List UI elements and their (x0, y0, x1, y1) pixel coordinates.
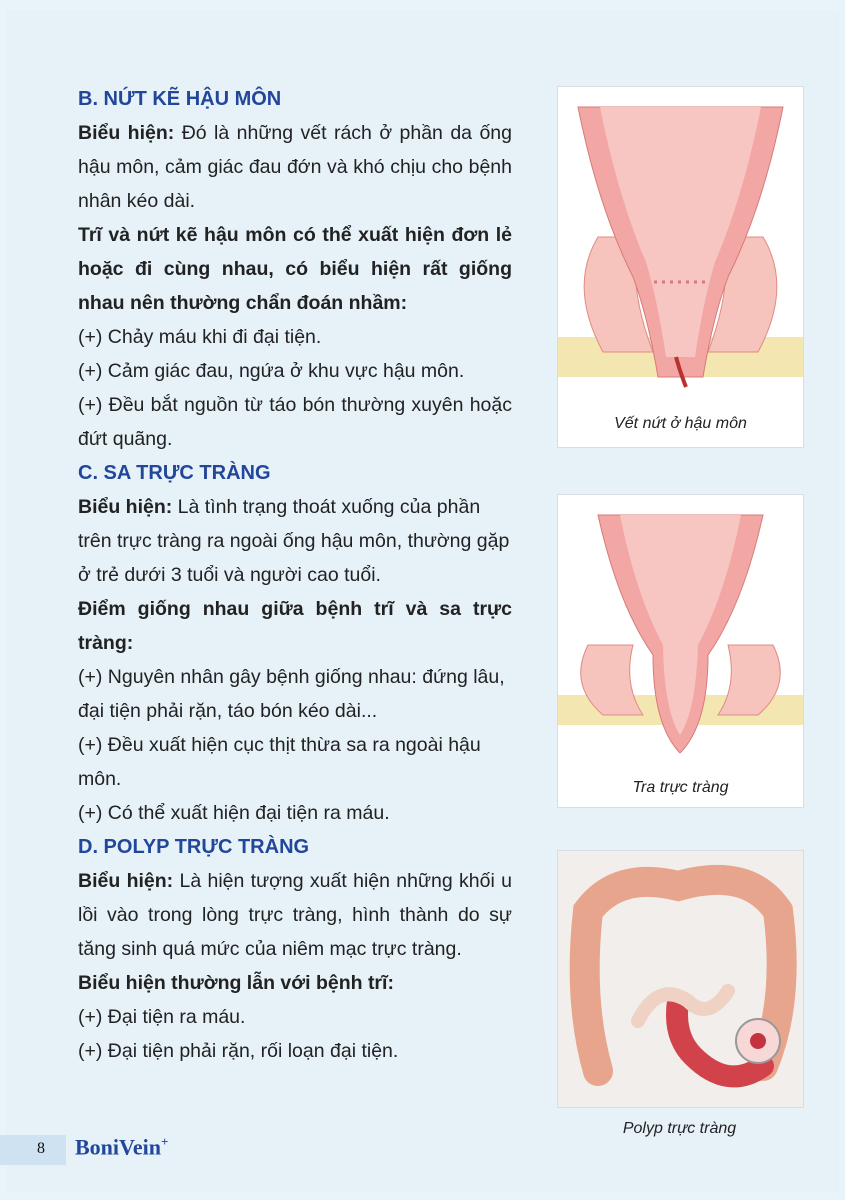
section-b-item: (+) Chảy máu khi đi đại tiện. (78, 326, 322, 348)
section-c-text: Là tình trạng thoát xuống của phần trên trực tràng ra ngoài ống hậu môn, thường gặp ở trẻ dưới 3 tuổi và người cao tuổi. (78, 496, 510, 586)
section-b-text: Đó là những vết rách ở phần da ống hậu môn, cảm giác đau đớn và khó chịu cho bệnh nhân kéo dài. (78, 122, 512, 212)
polyp-caption: Polyp trực tràng (622, 1120, 737, 1137)
prolapse-illustration (558, 495, 803, 765)
section-d-description (78, 864, 512, 966)
section-c-item: (+) Nguyên nhân gây bệnh giống nhau: đứng lâu, đại tiện phải rặn, táo bón kéo dài... (78, 666, 505, 722)
section-b-item: (+) Cảm giác đau, ngứa ở khu vực hậu môn. (78, 360, 465, 382)
section-b-label: Biểu hiện: (78, 122, 175, 144)
page-number: 8 (37, 1140, 45, 1157)
footer-bar (0, 1135, 66, 1165)
polyp-figure (557, 850, 804, 1108)
section-c-bold-paragraph: Điểm giống nhau giữa bệnh trĩ và sa trực tràng: (78, 598, 512, 654)
brand-name: BoniVein (75, 1134, 162, 1160)
section-d-label: Biểu hiện: (78, 870, 174, 892)
fissure-figure (557, 86, 804, 448)
section-d-heading: D. POLYP TRỰC TRÀNG (78, 836, 310, 858)
section-b-bold-paragraph: Trĩ và nứt kẽ hậu môn có thể xuất hiện đơn lẻ hoặc đi cùng nhau, có biểu hiện rất giống nhau nên thường chẩn đoán nhầm: (78, 224, 512, 314)
section-c-label: Biểu hiện: (78, 496, 173, 518)
section-c-item: (+) Đều xuất hiện cục thịt thừa sa ra ngoài hậu môn. (78, 734, 481, 790)
polyp-illustration (558, 851, 803, 1107)
section-c-heading: C. SA TRỰC TRÀNG (78, 462, 271, 484)
section-d-item: (+) Đại tiện ra máu. (78, 1006, 246, 1028)
section-c-item: (+) Có thể xuất hiện đại tiện ra máu. (78, 802, 390, 824)
main-text-column (78, 82, 512, 1068)
brand-plus: + (161, 1134, 169, 1149)
section-d-bold-paragraph: Biểu hiện thường lẫn với bệnh trĩ: (78, 972, 394, 994)
section-c-description (78, 490, 512, 592)
brand-logo (75, 1134, 168, 1160)
prolapse-figure (557, 494, 804, 808)
section-d-text: Là hiện tượng xuất hiện những khối u lồi vào trong lòng trực tràng, hình thành do sự tăng sinh quá mức của niêm mạc trực tràng. (78, 870, 512, 960)
section-b-description (78, 116, 512, 218)
section-b-item: (+) Đều bắt nguồn từ táo bón thường xuyên hoặc đứt quãng. (78, 394, 512, 450)
prolapse-caption: Tra trực tràng (632, 779, 729, 796)
fissure-illustration (558, 87, 803, 407)
section-b-heading: B. NỨT KẼ HẬU MÔN (78, 88, 282, 110)
fissure-caption: Vết nứt ở hậu môn (614, 415, 747, 432)
section-d-item: (+) Đại tiện phải rặn, rối loạn đại tiện. (78, 1040, 399, 1062)
